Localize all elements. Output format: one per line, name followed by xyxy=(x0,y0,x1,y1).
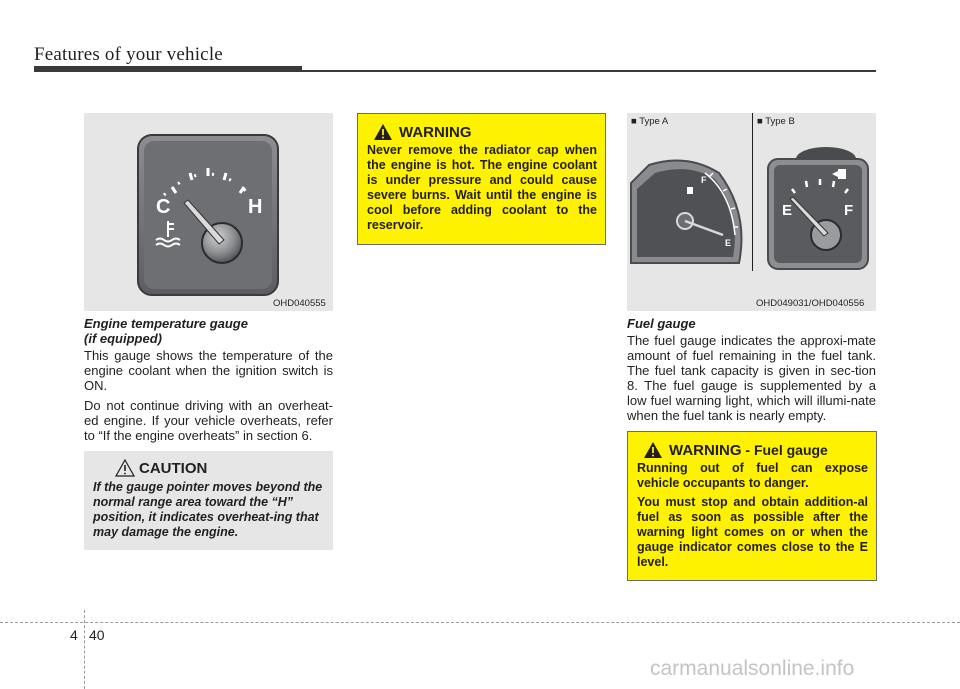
footer-rule xyxy=(0,622,960,623)
temp-gauge-figure xyxy=(84,113,333,311)
fuel-figure-divider xyxy=(752,113,753,271)
temp-section xyxy=(84,316,333,443)
header-rule-thick xyxy=(34,66,302,72)
fuel-gauge-type-b-illustration xyxy=(754,113,876,273)
type-b-label: ■ Type B xyxy=(757,116,795,127)
gauge-b-f-label: F xyxy=(844,202,854,219)
header-rule-thin xyxy=(302,70,876,72)
type-a-label: ■ Type A xyxy=(631,116,669,127)
warning-radiator-box xyxy=(357,113,606,245)
warning-fuel-text-2: You must stop and obtain addition-al fuel as soon as possible after the warning light comes on or when the gauge indicator comes close to the E level. xyxy=(637,495,868,569)
temp-paragraph-1: This gauge shows the temperature of the engine coolant when the ignition switch is ON. xyxy=(84,348,333,393)
fuel-gauge-figure xyxy=(627,113,876,311)
gauge-a-f-label: F xyxy=(701,175,707,185)
warning-triangle-icon xyxy=(373,123,393,141)
watermark: carmanualsonline.info xyxy=(650,657,855,680)
gauge-a-e-label: E xyxy=(725,238,732,248)
fuel-section xyxy=(627,316,876,423)
gauge-c-label: C xyxy=(156,196,171,218)
warning-fuel-title: WARNING xyxy=(669,441,742,459)
warning-triangle-icon xyxy=(643,441,663,459)
fuel-heading: Fuel gauge xyxy=(627,316,696,331)
caution-text: If the gauge pointer moves beyond the normal range area toward the “H” position, it indicates overheat-ing that may damage the engine. xyxy=(93,480,323,539)
page-number: 40 xyxy=(89,627,105,643)
warning-fuel-text-1: Running out of fuel can expose vehicle occupants to danger. xyxy=(637,461,868,490)
caution-title: CAUTION xyxy=(139,459,208,477)
footer-divider xyxy=(84,610,85,689)
section-number: 4 xyxy=(70,627,78,643)
temp-heading-line2: (if equipped) xyxy=(84,331,162,346)
fuel-figure-code: OHD049031/OHD040556 xyxy=(756,298,865,309)
temp-heading-line1: Engine temperature gauge xyxy=(84,316,248,331)
temp-gauge-illustration xyxy=(84,113,333,311)
warning-fuel-title-suffix: - Fuel gauge xyxy=(741,442,828,458)
fuel-gauge-type-a-illustration xyxy=(627,113,751,273)
warning-fuel-box xyxy=(627,431,877,581)
gauge-b-e-label: E xyxy=(782,202,793,219)
gauge-h-label: H xyxy=(248,196,263,218)
caution-triangle-icon xyxy=(115,459,135,477)
page-header-title: Features of your vehicle xyxy=(34,44,223,65)
fuel-pump-icon-a xyxy=(687,187,693,194)
warning-radiator-title: WARNING xyxy=(399,123,472,141)
warning-radiator-text: Never remove the radiator cap when the engine is hot. The engine coolant is under pressure and could cause severe burns. Wait until the engine is cool before adding coolant to the reservoir. xyxy=(367,143,597,232)
caution-box xyxy=(84,451,333,550)
temp-figure-code: OHD040555 xyxy=(273,298,326,309)
temp-paragraph-2: Do not continue driving with an overheat-ed engine. If your vehicle overheats, refer to “If the engine overheats” in section 6. xyxy=(84,398,333,443)
fuel-paragraph: The fuel gauge indicates the approxi-mate amount of fuel remaining in the fuel tank. The fuel tank capacity is given in sec-tion 8. The fuel gauge is supplemented by a low fuel warning light, which will illumi-nate when the fuel tank is nearly empty. xyxy=(627,333,876,423)
